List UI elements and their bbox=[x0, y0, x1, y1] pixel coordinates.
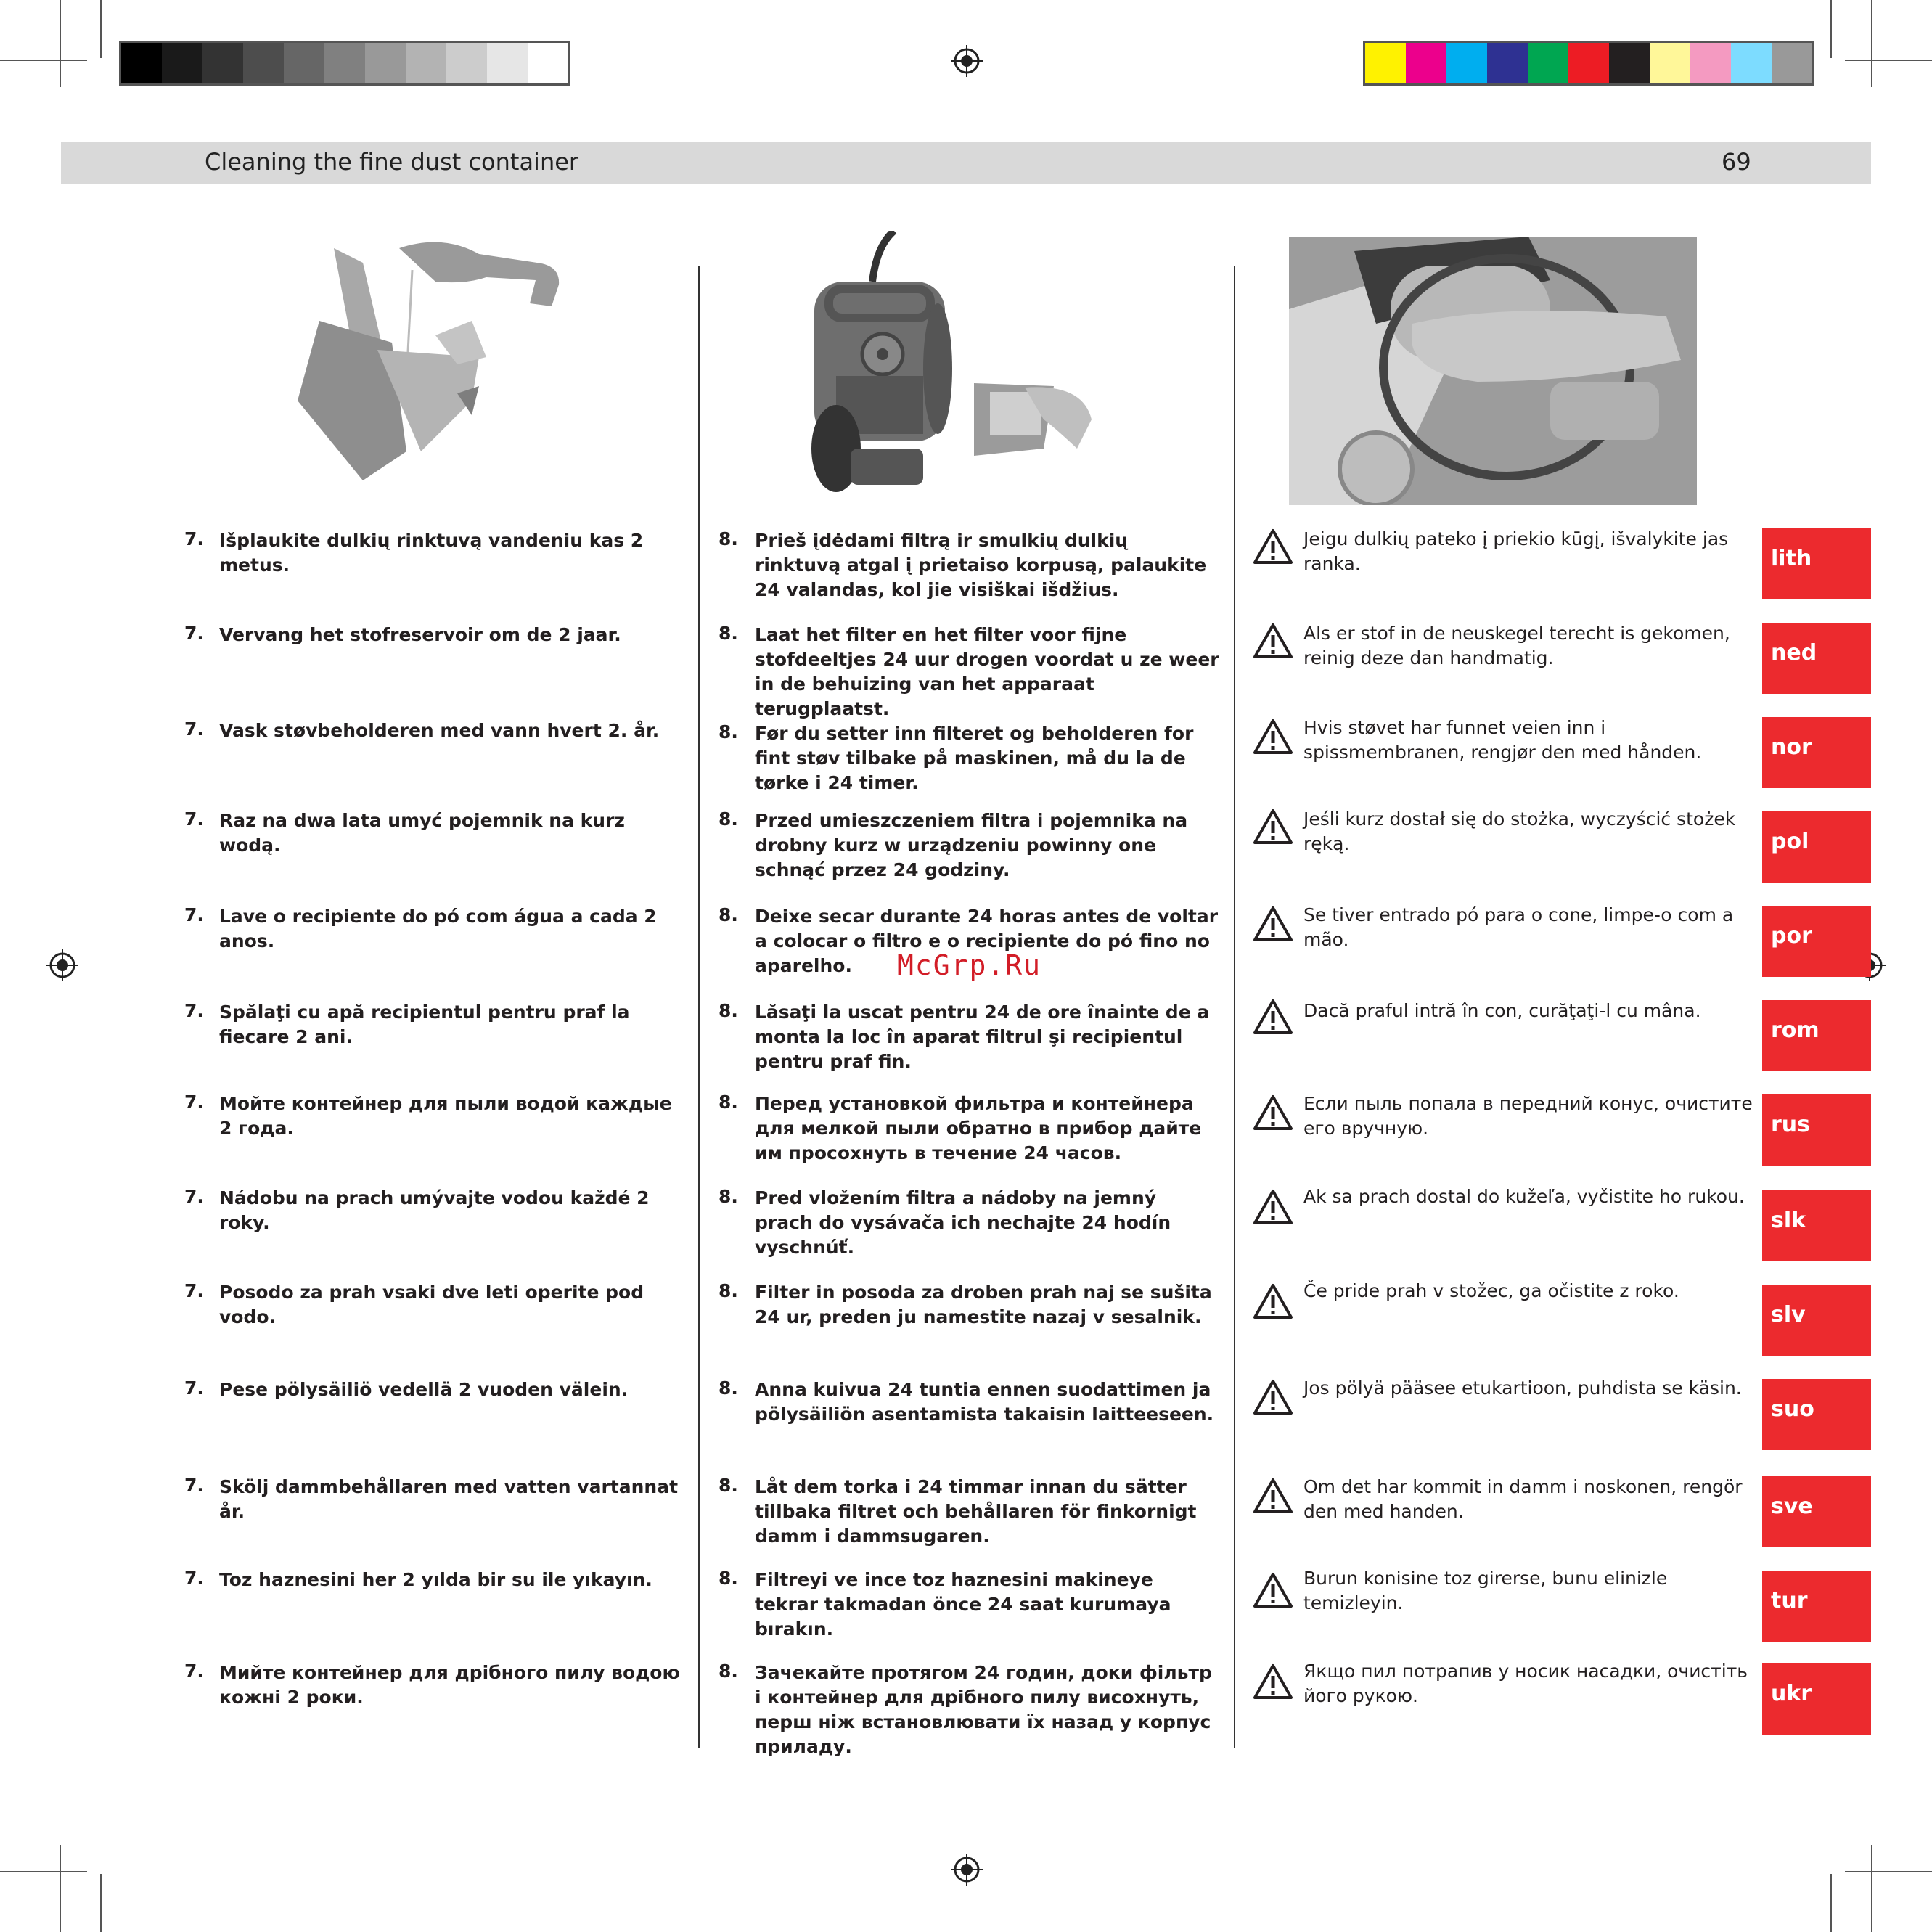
step-7-text: Skölj dammbehållaren med vatten vartannat år. bbox=[219, 1476, 679, 1522]
color-swatch bbox=[1731, 43, 1772, 83]
registration-mark-icon bbox=[46, 949, 78, 981]
step-7-number: 7. bbox=[184, 1661, 204, 1682]
step-8-text: Pred vložením filtra a nádoby na jemný prach do vysávača ich nechajte 24 hodín vyschnúť. bbox=[755, 1187, 1171, 1258]
warning-icon bbox=[1253, 1663, 1293, 1700]
column-divider bbox=[698, 266, 700, 1748]
color-swatch bbox=[121, 43, 162, 83]
language-tab-lith: lith bbox=[1762, 528, 1871, 599]
registration-mark-icon bbox=[951, 45, 983, 77]
warning-icon bbox=[1253, 809, 1293, 845]
step-7-text: Vask støvbeholderen med vann hvert 2. år. bbox=[219, 720, 660, 741]
step-8-number: 8. bbox=[719, 1280, 738, 1301]
color-swatch bbox=[1406, 43, 1446, 83]
step-8-text: Prieš įdėdami filtrą ir smulkių dulkių rinktuvą atgal į prietaiso korpusą, palaukite 24 valandas, kol jie visiškai išdžius. bbox=[755, 530, 1207, 600]
step-8-number: 8. bbox=[719, 1661, 738, 1682]
language-tab-nor: nor bbox=[1762, 717, 1871, 788]
step-7-number: 7. bbox=[184, 904, 204, 925]
step-7-number: 7. bbox=[184, 1186, 204, 1207]
color-swatch bbox=[243, 43, 284, 83]
step-7-text: Raz na dwa lata umyć pojemnik na kurz wodą. bbox=[219, 810, 625, 856]
step-7-number: 7. bbox=[184, 1568, 204, 1589]
warning-text: Jeśli kurz dostał się do stożka, wyczyścić stożek ręką. bbox=[1303, 809, 1736, 854]
step-8-text: Lăsaţi la uscat pentru 24 de ore înainte de a monta la loc în aparat filtrul şi recipientul pentru praf fin. bbox=[755, 1002, 1210, 1072]
step-7-number: 7. bbox=[184, 1378, 204, 1399]
step-8-text: Перед установкой фильтра и контейнера для мелкой пыли обратно в прибор дайте им просохнуть в течение 24 часов. bbox=[755, 1093, 1202, 1163]
warning-icon bbox=[1253, 1189, 1293, 1225]
warning-icon bbox=[1253, 1478, 1293, 1514]
warning-text: Ak sa prach dostal do kužeľa, vyčistite ho rukou. bbox=[1303, 1186, 1745, 1207]
crop-mark bbox=[1830, 1874, 1832, 1932]
step-8-text: Anna kuivua 24 tuntia ennen suodattimen ja pölysäiliön asentamista takaisin laitteeseen. bbox=[755, 1379, 1214, 1425]
warning-text: Jeigu dulkių pateko į priekio kūgį, išvalykite jas ranka. bbox=[1303, 528, 1729, 574]
crop-mark bbox=[100, 1874, 102, 1932]
warning-text: Jos pölyä pääsee etukartioon, puhdista se käsin. bbox=[1303, 1378, 1742, 1399]
step-8-number: 8. bbox=[719, 1475, 738, 1496]
warning-icon bbox=[1253, 528, 1293, 565]
warning-text: Als er stof in de neuskegel terecht is gekomen, reinig deze dan handmatig. bbox=[1303, 623, 1730, 668]
crop-mark bbox=[60, 0, 61, 87]
color-swatch bbox=[1446, 43, 1487, 83]
step-8-number: 8. bbox=[719, 1378, 738, 1399]
step-8-number: 8. bbox=[719, 1092, 738, 1113]
warning-text: Dacă praful intră în con, curăţaţi-l cu mâna. bbox=[1303, 1000, 1701, 1021]
step-7-text: Pese pölysäiliö vedellä 2 vuoden välein. bbox=[219, 1379, 629, 1400]
crop-mark bbox=[1845, 60, 1932, 61]
language-tab-sve: sve bbox=[1762, 1476, 1871, 1547]
page-title: Cleaning the fine dust container bbox=[205, 148, 579, 176]
step-8-text: Laat het filter en het filter voor fijne stofdeeltjes 24 uur drogen voordat u ze weer in de behuizing van het apparaat terugplaatst. bbox=[755, 624, 1219, 719]
color-swatch bbox=[1650, 43, 1690, 83]
step-8-number: 8. bbox=[719, 721, 738, 742]
step-8-number: 8. bbox=[719, 1186, 738, 1207]
crop-mark bbox=[1871, 1845, 1872, 1932]
warning-text: Якщо пил потрапив у носик насадки, очистіть його рукою. bbox=[1303, 1661, 1748, 1706]
step-8-text: Deixe secar durante 24 horas antes de voltar a colocar o filtro e o recipiente do pó fino no aparelho. bbox=[755, 906, 1219, 976]
warning-icon bbox=[1253, 1572, 1293, 1608]
registration-mark-icon bbox=[951, 1854, 983, 1886]
vacuum-cleaner-illustration bbox=[807, 231, 1097, 496]
language-tab-ned: ned bbox=[1762, 623, 1871, 694]
color-swatch bbox=[1690, 43, 1731, 83]
step-7-text: Nádobu na prach umývajte vodou každé 2 roky. bbox=[219, 1187, 650, 1233]
step-8-number: 8. bbox=[719, 623, 738, 644]
language-tab-por: por bbox=[1762, 906, 1871, 977]
color-swatch bbox=[1568, 43, 1609, 83]
crop-mark bbox=[1830, 0, 1832, 58]
warning-text: Burun konisine toz girerse, bunu elinizle temizleyin. bbox=[1303, 1568, 1668, 1613]
color-swatch bbox=[162, 43, 202, 83]
column-divider bbox=[1234, 266, 1235, 1748]
step-7-number: 7. bbox=[184, 719, 204, 740]
warning-icon bbox=[1253, 1379, 1293, 1415]
rinsing-container-illustration bbox=[290, 234, 566, 480]
color-swatch bbox=[446, 43, 487, 83]
step-7-text: Posodo za prah vsaki dve leti operite pod vodo. bbox=[219, 1282, 644, 1327]
page-number: 69 bbox=[1722, 148, 1751, 176]
color-swatch bbox=[1772, 43, 1812, 83]
warning-icon bbox=[1253, 1094, 1293, 1131]
step-8-text: Зачекайте протягом 24 годин, доки фільтр і контейнер для дрібного пилу висохнуть, перш ніж встановлювати їх назад у корпус приладу. bbox=[755, 1662, 1212, 1757]
language-tab-rom: rom bbox=[1762, 1000, 1871, 1071]
step-7-text: Мойте контейнер для пыли водой каждые 2 года. bbox=[219, 1093, 672, 1139]
color-swatch bbox=[324, 43, 365, 83]
language-tab-slk: slk bbox=[1762, 1190, 1871, 1261]
color-swatch bbox=[406, 43, 446, 83]
step-8-text: Filtreyi ve ince toz haznesini makineye tekrar takmadan önce 24 saat kurumaya bırakın. bbox=[755, 1569, 1171, 1640]
step-8-number: 8. bbox=[719, 1000, 738, 1021]
step-7-number: 7. bbox=[184, 1280, 204, 1301]
step-7-text: Išplaukite dulkių rinktuvą vandeniu kas 2 metus. bbox=[219, 530, 644, 576]
step-8-text: Låt dem torka i 24 timmar innan du sätter tillbaka filtret och behållaren för finkornigt damm i dammsugaren. bbox=[755, 1476, 1197, 1547]
color-swatch bbox=[1365, 43, 1406, 83]
color-swatch bbox=[1528, 43, 1568, 83]
step-7-number: 7. bbox=[184, 623, 204, 644]
process-color-bar bbox=[1363, 41, 1814, 86]
crop-mark bbox=[60, 1845, 61, 1932]
crop-mark bbox=[1871, 0, 1872, 87]
step-8-number: 8. bbox=[719, 1568, 738, 1589]
step-7-text: Toz haznesini her 2 yılda bir su ile yıkayın. bbox=[219, 1569, 652, 1590]
color-swatch bbox=[528, 43, 568, 83]
step-8-number: 8. bbox=[719, 904, 738, 925]
color-swatch bbox=[1487, 43, 1528, 83]
warning-text: Hvis støvet har funnet veien inn i spissmembranen, rengjør den med hånden. bbox=[1303, 717, 1702, 763]
step-7-number: 7. bbox=[184, 809, 204, 830]
language-tab-tur: tur bbox=[1762, 1571, 1871, 1642]
step-8-text: Før du setter inn filteret og beholderen for fint støv tilbake på maskinen, må du la de tørke i 24 timer. bbox=[755, 723, 1194, 793]
color-swatch bbox=[487, 43, 528, 83]
step-7-text: Vervang het stofreservoir om de 2 jaar. bbox=[219, 624, 621, 645]
color-swatch bbox=[1609, 43, 1650, 83]
language-tab-suo: suo bbox=[1762, 1379, 1871, 1450]
warning-text: Se tiver entrado pó para o cone, limpe-o com a mão. bbox=[1303, 904, 1734, 950]
language-tab-pol: pol bbox=[1762, 811, 1871, 883]
crop-mark bbox=[0, 60, 87, 61]
watermark: McGrp.Ru bbox=[897, 949, 1042, 981]
warning-text: Om det har kommit in damm i noskonen, rengör den med handen. bbox=[1303, 1476, 1743, 1522]
crop-mark bbox=[1845, 1871, 1932, 1872]
warning-text: Если пыль попала в передний конус, очистите его вручную. bbox=[1303, 1093, 1753, 1139]
warning-text: Če pride prah v stožec, ga očistite z roko. bbox=[1303, 1280, 1679, 1301]
step-7-number: 7. bbox=[184, 1092, 204, 1113]
language-tab-rus: rus bbox=[1762, 1094, 1871, 1166]
step-7-number: 7. bbox=[184, 1000, 204, 1021]
step-7-number: 7. bbox=[184, 1475, 204, 1496]
step-8-number: 8. bbox=[719, 528, 738, 549]
color-swatch bbox=[365, 43, 406, 83]
warning-icon bbox=[1253, 719, 1293, 755]
color-swatch bbox=[202, 43, 243, 83]
step-8-text: Przed umieszczeniem filtra i pojemnika na drobny kurz w urządzeniu powinny one schnąć przez 24 godziny. bbox=[755, 810, 1188, 880]
warning-icon bbox=[1253, 906, 1293, 942]
step-8-number: 8. bbox=[719, 809, 738, 830]
warning-icon bbox=[1253, 999, 1293, 1035]
language-tab-slv: slv bbox=[1762, 1285, 1871, 1356]
step-7-text: Spălaţi cu apă recipientul pentru praf la fiecare 2 ani. bbox=[219, 1002, 630, 1047]
step-7-text: Lave o recipiente do pó com água a cada 2 anos. bbox=[219, 906, 657, 951]
step-7-text: Мийте контейнер для дрібного пилу водою кожні 2 роки. bbox=[219, 1662, 680, 1708]
color-swatch bbox=[284, 43, 324, 83]
step-8-text: Filter in posoda za droben prah naj se sušita 24 ur, preden ju namestite nazaj v sesalnik. bbox=[755, 1282, 1212, 1327]
crop-mark bbox=[0, 1871, 87, 1872]
warning-icon bbox=[1253, 1283, 1293, 1319]
crop-mark bbox=[100, 0, 102, 58]
grayscale-color-bar bbox=[119, 41, 570, 86]
nose-cone-cleaning-photo bbox=[1289, 237, 1697, 505]
warning-icon bbox=[1253, 623, 1293, 659]
language-tab-ukr: ukr bbox=[1762, 1663, 1871, 1735]
step-7-number: 7. bbox=[184, 528, 204, 549]
